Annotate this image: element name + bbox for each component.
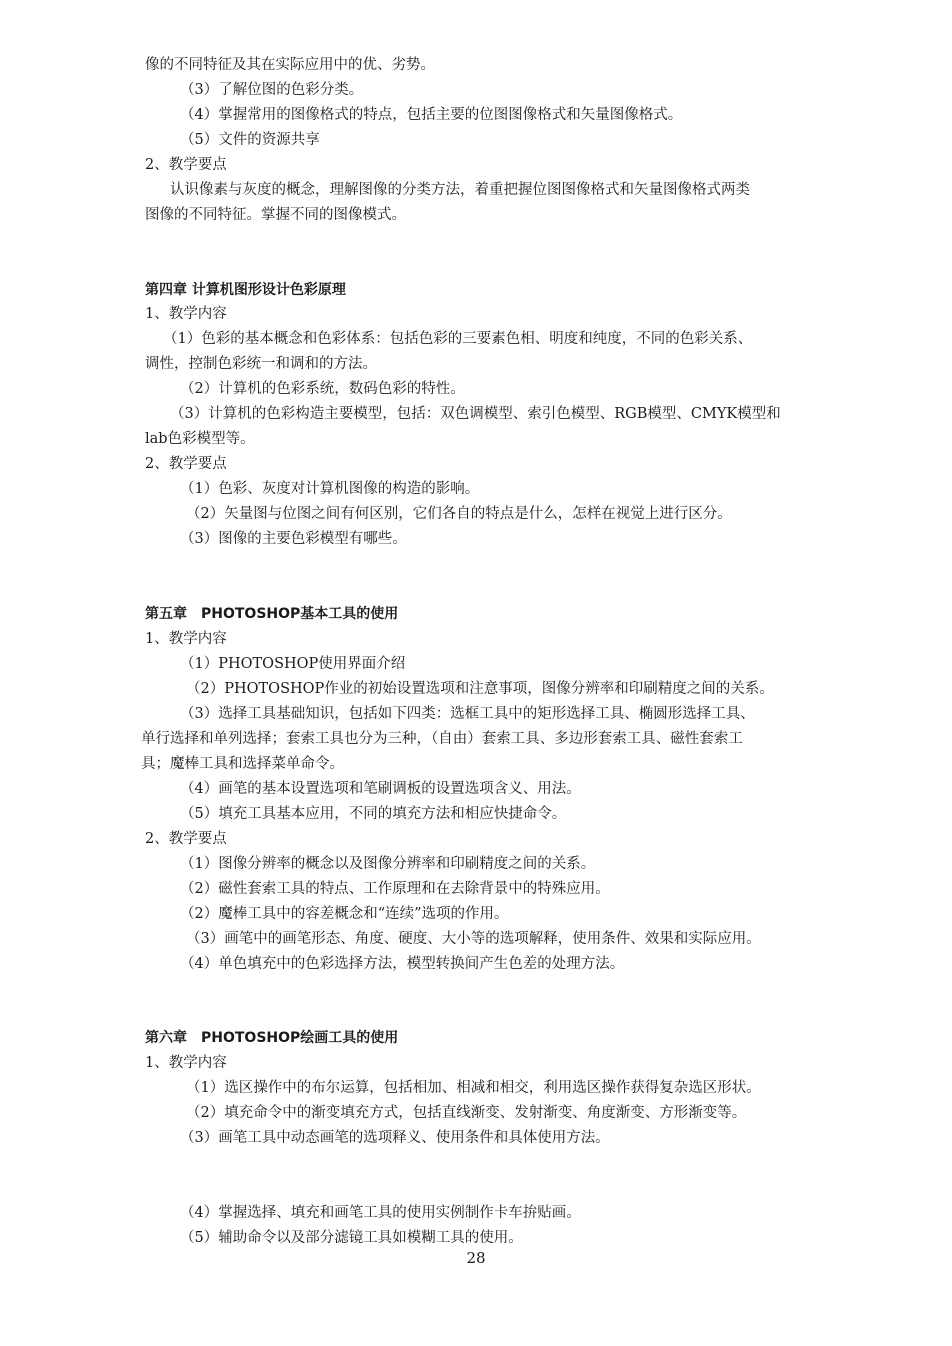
text-line: （2）填充命令中的渐变填充方式，包括直线渐变、发射渐变、角度渐变、方形渐变等。	[186, 1105, 747, 1121]
text-line: （2）计算机的色彩系统，数码色彩的特性。	[180, 381, 465, 397]
text-line: 调性，控制色彩统一和调和的方法。	[145, 356, 377, 372]
text-line: 单行选择和单列选择；套索工具也分为三种，（自由）套索工具、多边形套索工具、磁性套索工	[141, 731, 743, 747]
section-label: 1、教学内容	[145, 631, 227, 647]
text-line: （4）掌握常用的图像格式的特点，包括主要的位图图像格式和矢量图像格式。	[180, 107, 683, 123]
text-line: （4）画笔的基本设置选项和笔刷调板的设置选项含义、用法。	[180, 781, 581, 797]
section-label: 1、教学内容	[145, 306, 227, 322]
text-line: （1）选区操作中的布尔运算，包括相加、相减和相交，利用选区操作获得复杂选区形状。	[186, 1080, 761, 1096]
text-line: （3）了解位图的色彩分类。	[180, 82, 364, 98]
text-line: （2）PHOTOSHOP作业的初始设置选项和注意事项，图像分辨率和印刷精度之间的关系。	[186, 681, 774, 697]
text-line: （1）图像分辨率的概念以及图像分辨率和印刷精度之间的关系。	[180, 856, 596, 872]
text-line: 认识像素与灰度的概念，理解图像的分类方法，着重把握位图图像格式和矢量图像格式两类	[170, 182, 750, 198]
section-label: 2、教学要点	[145, 157, 227, 173]
text-line: 图像的不同特征。掌握不同的图像模式。	[145, 207, 406, 223]
section-label: 2、教学要点	[145, 831, 227, 847]
text-line: （4）掌握选择、填充和画笔工具的使用实例制作卡车拚贴画。	[180, 1205, 581, 1221]
text-line: （1）色彩、灰度对计算机图像的构造的影响。	[180, 481, 480, 497]
text-line: （5）辅助命令以及部分滤镜工具如模糊工具的使用。	[180, 1230, 523, 1246]
text-line: （3）图像的主要色彩模型有哪些。	[180, 531, 407, 547]
text-line: （3）计算机的色彩构造主要模型，包括：双色调模型、索引色模型、RGB模型、CMYK模型和	[170, 406, 781, 422]
text-line: （3）画笔工具中动态画笔的选项释义、使用条件和具体使用方法。	[180, 1130, 610, 1146]
text-line: （2）磁性套索工具的特点、工作原理和在去除背景中的特殊应用。	[180, 881, 610, 897]
page-number: 28	[466, 1249, 486, 1267]
chapter-4-title: 第四章 计算机图形设计色彩原理	[145, 282, 346, 298]
text-line: （5）文件的资源共享	[180, 132, 320, 148]
text-line: （4）单色填充中的色彩选择方法，模型转换间产生色差的处理方法。	[180, 956, 625, 972]
text-line: 像的不同特征及其在实际应用中的优、劣势。	[145, 57, 435, 73]
text-line: lab色彩模型等。	[145, 431, 255, 447]
text-line: （1）PHOTOSHOP使用界面介绍	[180, 656, 406, 672]
chapter-5-title: 第五章 PHOTOSHOP基本工具的使用	[145, 606, 399, 622]
text-line: （3）选择工具基础知识，包括如下四类：选框工具中的矩形选择工具、椭圆形选择工具、	[180, 706, 755, 722]
text-line: （3）画笔中的画笔形态、角度、硬度、大小等的选项解释，使用条件、效果和实际应用。	[186, 931, 761, 947]
text-line: （1）色彩的基本概念和色彩体系：包括色彩的三要素色相、明度和纯度，不同的色彩关系、	[163, 331, 753, 347]
section-label: 1、教学内容	[145, 1055, 227, 1071]
text-line: （2）矢量图与位图之间有何区别，它们各自的特点是什么，怎样在视觉上进行区分。	[186, 506, 732, 522]
section-label: 2、教学要点	[145, 456, 227, 472]
text-line: （2）魔棒工具中的容差概念和“连续”选项的作用。	[180, 906, 509, 922]
chapter-6-title: 第六章 PHOTOSHOP绘画工具的使用	[145, 1030, 399, 1046]
text-line: （5）填充工具基本应用，不同的填充方法和相应快捷命令。	[180, 806, 567, 822]
text-line: 具；魔棒工具和选择菜单命令。	[141, 756, 344, 772]
